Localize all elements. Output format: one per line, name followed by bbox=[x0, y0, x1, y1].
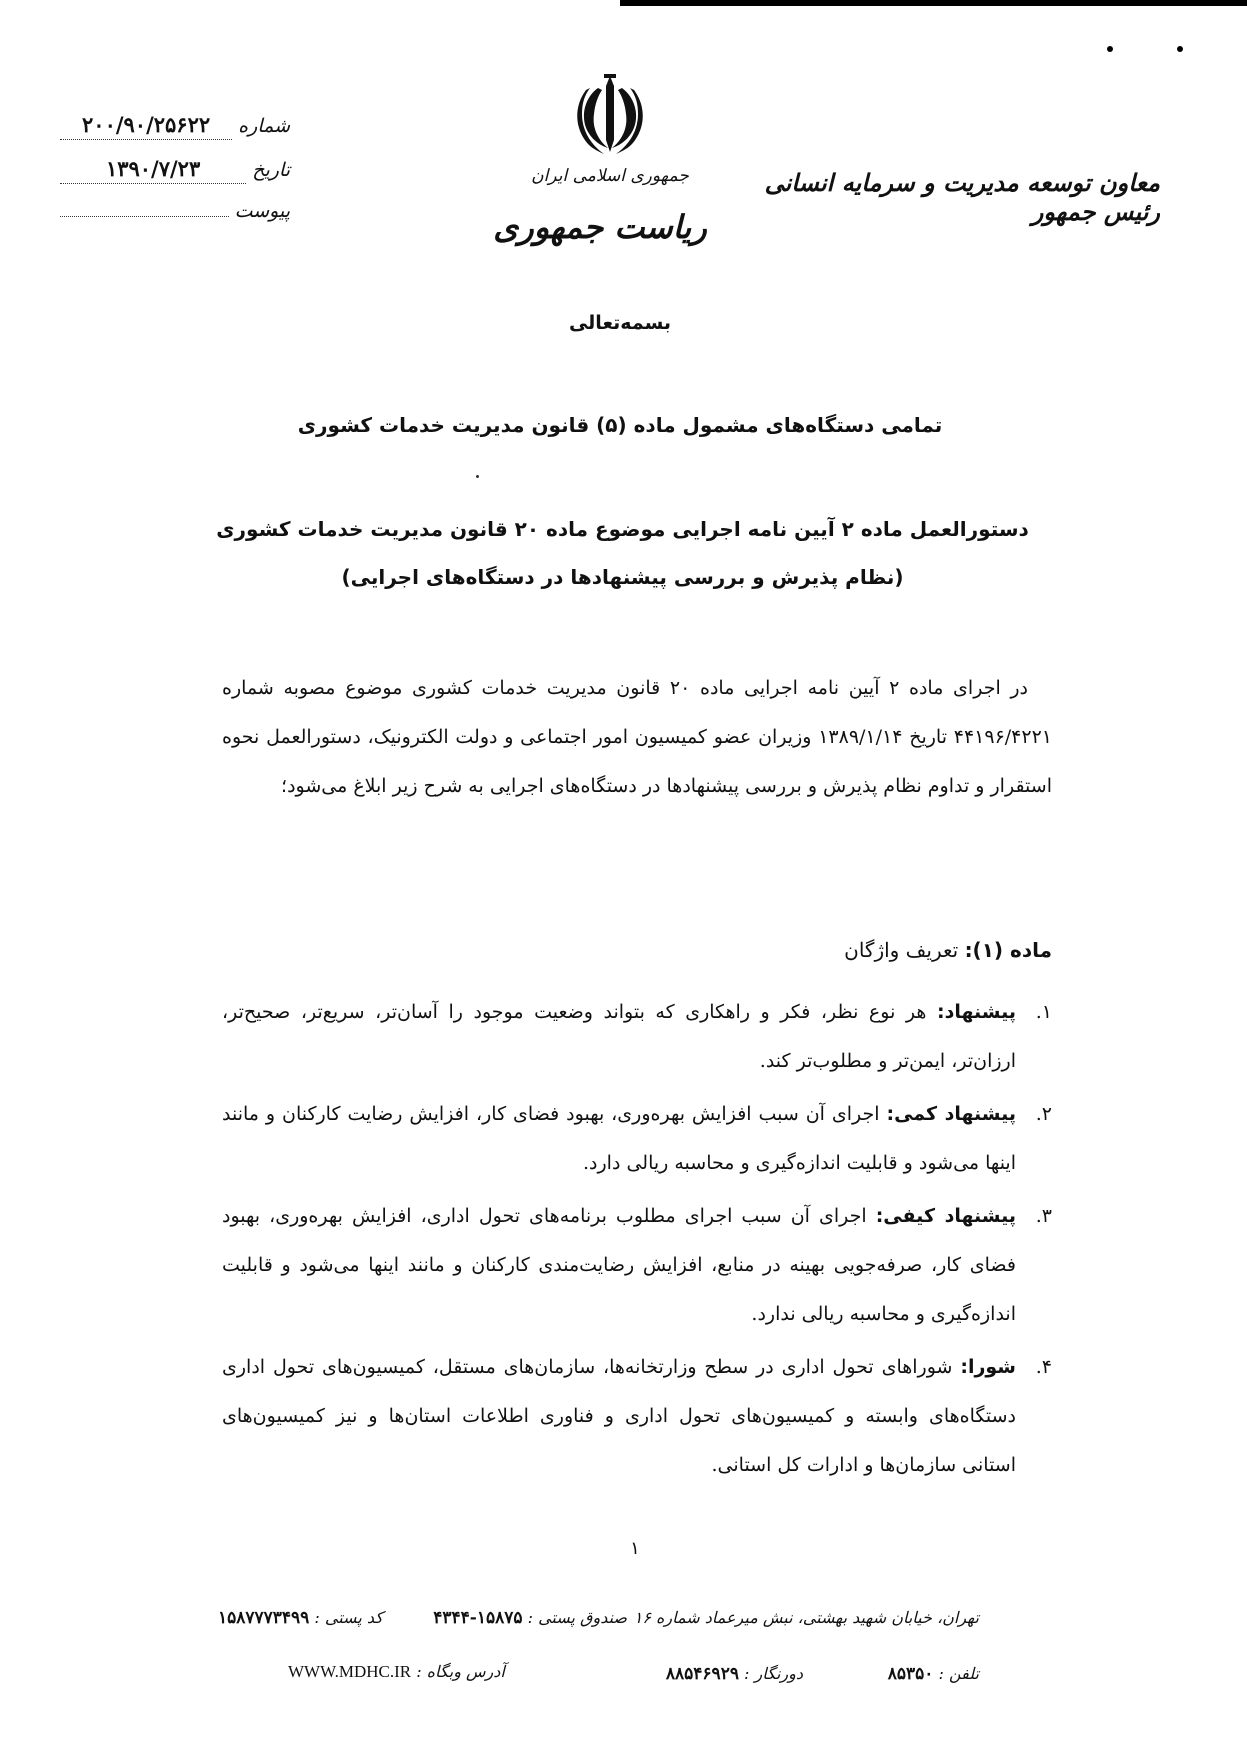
footer-po-box bbox=[433, 1608, 627, 1628]
article-heading bbox=[600, 938, 1052, 962]
presidency-title: ریاست جمهوری bbox=[493, 208, 707, 246]
definition-body bbox=[222, 1343, 1022, 1490]
letter-title-line2: (نظام پذیرش و بررسی پیشنهادها در دستگاه‌های اجرایی) bbox=[341, 565, 904, 589]
addressee: تمامی دستگاه‌های مشمول ماده (۵) قانون مدیریت خدمات کشوری bbox=[297, 413, 943, 437]
reference-date: ۱۳۹۰/۷/۲۳ bbox=[60, 156, 246, 184]
po-box-label: صندوق پستی : bbox=[527, 1608, 627, 1627]
postal-code-label: کد پستی : bbox=[314, 1608, 383, 1627]
website-label: آدرس وبگاه : bbox=[416, 1662, 505, 1681]
reference-number-label: شماره bbox=[238, 115, 290, 137]
footer-postal-code bbox=[218, 1608, 383, 1628]
scan-dot bbox=[1107, 46, 1113, 52]
scan-dot bbox=[1177, 46, 1183, 52]
definition-term: شورا: bbox=[960, 1356, 1016, 1378]
definition-term: پیشنهاد کیفی: bbox=[875, 1205, 1016, 1227]
scan-speck bbox=[476, 475, 479, 478]
reference-date-label: تاریخ bbox=[252, 159, 290, 181]
letter-title-line1: دستورالعمل ماده ۲ آیین نامه اجرایی موضوع ماده ۲۰ قانون مدیریت خدمات کشوری bbox=[216, 517, 1029, 541]
fax-value: ۸۸۵۴۶۹۲۹ bbox=[665, 1664, 739, 1684]
intro-paragraph: در اجرای ماده ۲ آیین نامه اجرایی ماده ۲۰ قانون مدیریت خدمات کشوری موضوع مصوبه شماره ۴۴۱۹۶/۴۲۲۱ تاریخ ۱۳۸۹/۱/۱۴ وزیران عضو کمیسیون امور اجتماعی و دولت الکترونیک، دستورالعمل نحوه استقرار و تداوم نظام پذیرش و بررسی پیشنهادها در دستگاه‌های اجرایی به شرح زیر ابلاغ می‌شود؛ bbox=[222, 677, 1052, 797]
definition-body bbox=[222, 1090, 1022, 1188]
deputy-title: معاون توسعه مدیریت و سرمایه انسانی رئیس جمهور bbox=[764, 168, 1160, 226]
scan-edge-bar bbox=[620, 0, 1247, 6]
reference-block bbox=[60, 112, 290, 244]
article-number: ماده (۱): bbox=[964, 938, 1052, 962]
phone-label: تلفن : bbox=[938, 1664, 979, 1683]
footer-fax bbox=[666, 1664, 803, 1684]
definition-text: اجرای آن سبب افزایش بهره‌وری، بهبود فضای کار، افزایش رضایت کارکنان و مانند اینها می‌شود و قابلیت اندازه‌گیری و محاسبه ریالی دارد. bbox=[222, 1103, 1016, 1174]
reference-date-row bbox=[60, 156, 290, 200]
definitions-list bbox=[222, 988, 1052, 1494]
definition-body bbox=[222, 1192, 1022, 1339]
po-box-value: ۱۵۸۷۵-۴۳۴۴ bbox=[433, 1608, 523, 1628]
country-name: جمهوری اسلامی ایران bbox=[531, 166, 689, 186]
footer-phone bbox=[888, 1664, 979, 1684]
iran-emblem-icon bbox=[568, 72, 652, 158]
definition-text: اجرای آن سبب اجرای مطلوب برنامه‌های تحول اداری، افزایش بهره‌وری، بهبود فضای کار، صرفه‌جویی بهینه در منابع، افزایش رضایت‌مندی کارکنان و مانند اینها می‌شود و قابلیت اندازه‌گیری و محاسبه ریالی ندارد. bbox=[222, 1205, 1016, 1325]
phone-value: ۸۵۳۵۰ bbox=[887, 1664, 934, 1684]
reference-attachment-row bbox=[60, 200, 290, 244]
fax-label: دورنگار : bbox=[744, 1664, 803, 1683]
definition-number: ۱. bbox=[1035, 1001, 1052, 1023]
definition-item bbox=[222, 988, 1052, 1086]
definition-body bbox=[222, 988, 1022, 1086]
definition-text: هر نوع نظر، فکر و راهکاری که بتواند وضعیت موجود را آسان‌تر، سریع‌تر، صحیح‌تر، ارزان‌تر، ایمن‌تر و مطلوب‌تر کند. bbox=[222, 1001, 1016, 1072]
page-number: ۱ bbox=[630, 1538, 640, 1559]
reference-number-row bbox=[60, 112, 290, 156]
definition-item bbox=[222, 1090, 1052, 1188]
basmala: بسمه‌تعالی bbox=[568, 312, 672, 334]
website-link[interactable]: WWW.MDHC.IR bbox=[288, 1662, 412, 1681]
definition-term: پیشنهاد کمی: bbox=[886, 1103, 1016, 1125]
reference-attachment-label: پیوست bbox=[234, 200, 290, 222]
footer-website bbox=[288, 1662, 505, 1682]
article-subheading: تعریف واژگان bbox=[844, 938, 959, 962]
definition-item bbox=[222, 1192, 1052, 1339]
definition-text: شوراهای تحول اداری در سطح وزارتخانه‌ها، سازمان‌های مستقل، کمیسیون‌های تحول اداری دستگاه‌های وابسته و کمیسیون‌های تحول اداری و فناوری اطلاعات استان‌ها و نیز کمیسیون‌های استانی سازمان‌ها و ادارات کل استانی. bbox=[222, 1356, 1016, 1476]
reference-number: ۲۰۰/۹۰/۲۵۶۲۲ bbox=[60, 112, 232, 140]
definition-term: پیشنهاد: bbox=[937, 1001, 1017, 1023]
postal-code-value: ۱۵۸۷۷۷۳۴۹۹ bbox=[218, 1608, 310, 1628]
definition-number: ۳. bbox=[1035, 1205, 1052, 1227]
definition-number: ۴. bbox=[1035, 1356, 1052, 1378]
footer-address: تهران، خیابان شهید بهشتی، نبش میرعماد شماره ۱۶ bbox=[633, 1608, 979, 1627]
definition-number: ۲. bbox=[1035, 1103, 1052, 1125]
reference-attachment bbox=[60, 214, 229, 217]
definition-item bbox=[222, 1343, 1052, 1490]
